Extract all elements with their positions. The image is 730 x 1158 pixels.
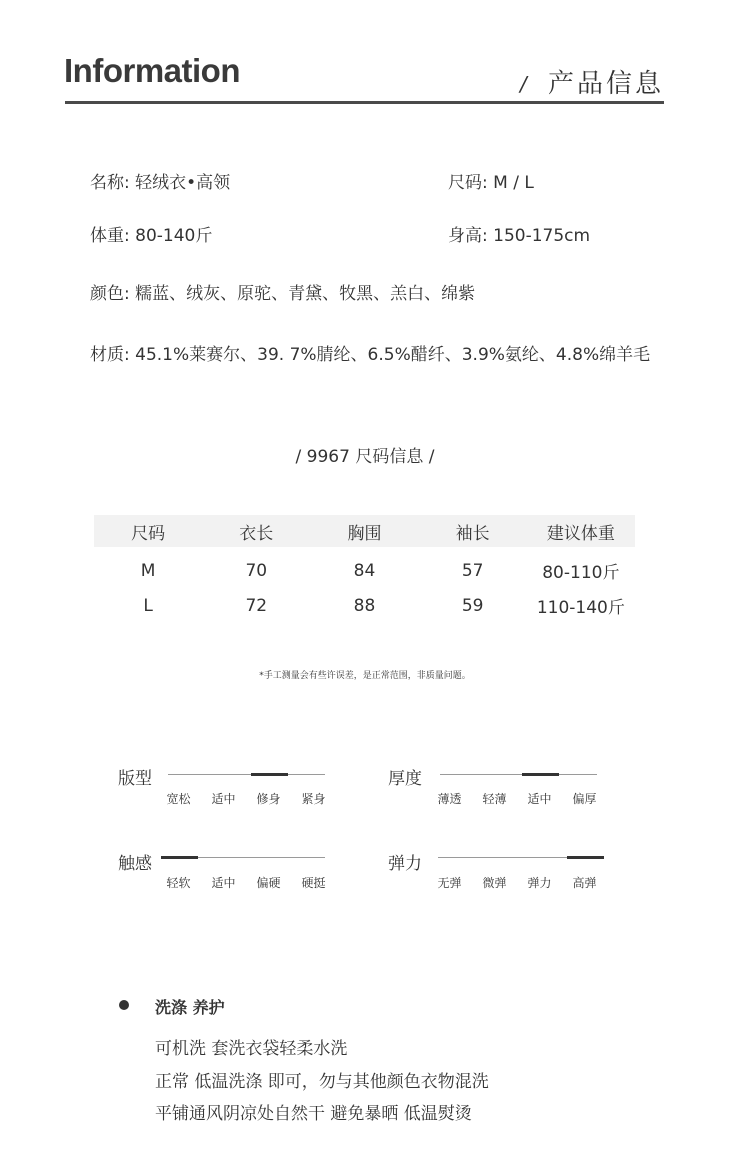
scale-touch	[118, 849, 338, 899]
header-divider	[65, 101, 664, 104]
scale-option: 偏硬	[256, 876, 281, 890]
scale-label: 触感	[118, 854, 152, 874]
product-colors: 颜色: 糯蓝、绒灰、原驼、青黛、牧黑、羔白、绵紫	[90, 284, 476, 304]
size-table	[94, 515, 635, 623]
scale-options	[156, 874, 336, 891]
scale-option: 硬挺	[301, 876, 326, 890]
scale-elasticity	[388, 849, 608, 899]
scale-option: 宽松	[166, 792, 191, 806]
scale-track	[168, 774, 325, 775]
care-line: 平铺通风阴凉处自然干 避免暴晒 低温熨烫	[155, 1104, 472, 1124]
scale-option: 适中	[211, 792, 236, 806]
scale-label: 版型	[118, 769, 152, 789]
scale-option: 无弹	[437, 876, 462, 890]
header-slash: /	[520, 72, 527, 96]
size-section-title: / 9967 尺码信息 /	[295, 447, 435, 467]
scale-option: 微弹	[482, 876, 507, 890]
size-table-header-cell: 胸围	[347, 523, 382, 544]
size-table-header-cell: 衣长	[239, 523, 274, 544]
bullet-icon	[119, 1000, 129, 1010]
product-weight: 体重: 80-140斤	[90, 226, 213, 246]
scale-option: 修身	[256, 792, 281, 806]
size-table-header	[94, 515, 635, 547]
table-row	[94, 553, 635, 588]
scale-selected-marker	[567, 856, 604, 859]
scale-option: 轻软	[166, 876, 191, 890]
scale-label: 弹力	[388, 854, 422, 874]
scale-options	[427, 874, 607, 891]
table-cell: M	[140, 560, 156, 581]
table-cell: 84	[353, 560, 376, 581]
scale-option: 高弹	[572, 876, 597, 890]
care-line: 正常 低温洗涤 即可，勿与其他颜色衣物混洗	[155, 1072, 489, 1092]
scale-options	[156, 790, 336, 807]
scale-selected-marker	[251, 773, 288, 776]
size-table-header-cell: 建议体重	[546, 523, 615, 544]
product-size: 尺码: M / L	[448, 173, 534, 193]
table-cell: 110-140斤	[536, 598, 625, 618]
product-material: 材质: 45.1%莱赛尔、39. 7%腈纶、6.5%醋纤、3.9%氨纶、4.8%绵羊毛	[90, 345, 651, 365]
table-cell: L	[143, 595, 153, 616]
scale-option: 弹力	[527, 876, 552, 890]
table-cell: 80-110斤	[542, 563, 620, 583]
measurement-note: *手工测量会有些许误差，是正常范围，非质量问题。	[259, 671, 471, 681]
scale-track	[440, 774, 597, 775]
scale-fit	[118, 764, 338, 814]
care-line: 可机洗 套洗衣袋轻柔水洗	[155, 1039, 348, 1059]
header-title: Information	[64, 52, 240, 89]
scale-thickness	[388, 764, 608, 814]
product-height: 身高: 150-175cm	[448, 226, 591, 246]
scale-label: 厚度	[388, 769, 422, 789]
scale-option: 偏厚	[572, 792, 597, 806]
scale-option: 轻薄	[482, 792, 507, 806]
table-cell: 88	[353, 595, 376, 616]
care-title: 洗涤 养护	[155, 998, 225, 1017]
scale-option: 适中	[211, 876, 236, 890]
header-subtitle: 产品信息	[548, 69, 665, 99]
scale-selected-marker	[161, 856, 198, 859]
scale-options	[427, 790, 607, 807]
product-name: 名称: 轻绒衣•高领	[90, 173, 231, 193]
size-table-header-cell: 袖长	[455, 523, 490, 544]
scale-option: 适中	[527, 792, 552, 806]
scale-option: 紧身	[301, 792, 326, 806]
table-cell: 70	[245, 560, 268, 581]
table-cell: 59	[461, 595, 484, 616]
scale-option: 薄透	[437, 792, 462, 806]
table-cell: 72	[245, 595, 268, 616]
table-cell: 57	[461, 560, 484, 581]
scale-selected-marker	[522, 773, 559, 776]
size-table-header-cell: 尺码	[131, 523, 166, 544]
table-row	[94, 588, 635, 623]
